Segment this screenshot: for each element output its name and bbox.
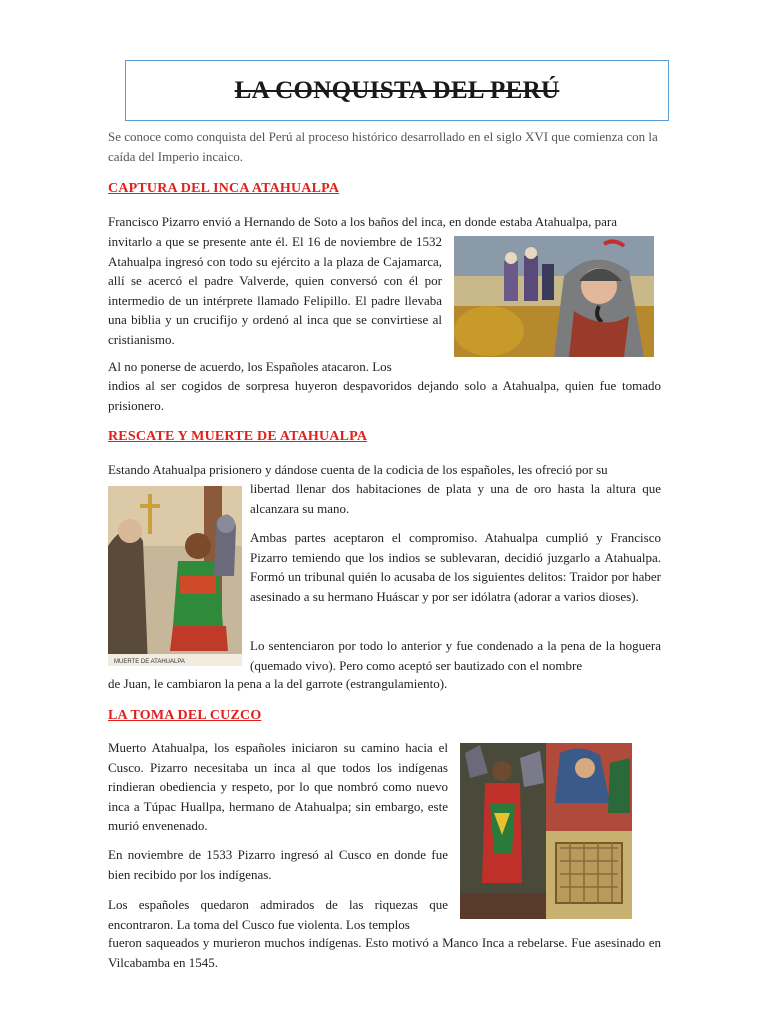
cuzco-conquest-illustration — [460, 743, 632, 919]
section3-paragraph1: Muerto Atahualpa, los españoles iniciaron su camino hacia el Cusco. Pizarro necesitaba un inca al que todos los indígenas rindieran obediencia y respeto, por lo que nombró como nuevo inca a Túpac Huallpa, hermano de Atahualpa; sin embargo, este murió envenenado. — [108, 740, 448, 833]
section2-paragraph2: Ambas partes aceptaron el compromiso. Atahualpa cumplió y Francisco Pizarro temiendo que los indios se sublevaran, decidió juzgarlo a Atahualpa. Formó un tribunal quién lo acusaba de los siguientes delitos: Traidor por haber asesinado a su hermano Huáscar y por ser idólatra (adorar a varios dioses). — [250, 530, 661, 604]
section1-paragraph2-wrap: Al no ponerse de acuerdo, los Españoles atacaron. Los — [108, 359, 392, 374]
section3-paragraph2: En noviembre de 1533 Pizarro ingresó al Cusco en donde fue bien recibido por los indígenas. — [108, 847, 448, 882]
section-heading-cuzco: LA TOMA DEL CUZCO — [108, 708, 262, 723]
page-title: LA CONQUISTA DEL PERÚ — [234, 77, 560, 104]
section-heading-rescate: RESCATE Y MUERTE DE ATAHUALPA — [108, 429, 368, 444]
section3-paragraph3: fueron saqueados y murieron muchos indígenas. Esto motivó a Manco Inca a rebelarse. Fue asesinado en Vilcabamba en 1545. — [108, 935, 661, 970]
section2-paragraph1: libertad llenar dos habitaciones de plata y una de oro hasta la altura que alcanzara su mano. — [250, 481, 661, 516]
section2-paragraph3-wrap: Lo sentenciaron por todo lo anterior y fue condenado a la pena de la hoguera (quemado vivo). Pero como aceptó ser bautizado con el nombre — [250, 638, 661, 673]
atahualpa-death-illustration — [108, 486, 242, 666]
section-heading-captura: CAPTURA DEL INCA ATAHUALPA — [108, 181, 340, 196]
title-box — [125, 60, 669, 121]
section1-paragraph2: indios al ser cogidos de sorpresa huyeron despavoridos dejando solo a Atahualpa, quien fue tomado prisionero. — [108, 378, 661, 413]
section1-paragraph1: invitarlo a que se presente ante él. El 16 de noviembre de 1532 Atahualpa ingresó con todo su ejército a la plaza de Cajamarca, allí se acercó el padre Valverde, quien conversó con él por intermedio de un intérprete llamado Felipillo. El padre llevaba una biblia y un crucifijo y ordenó al inca que se convirtiese al cristianismo. — [108, 234, 442, 347]
section2-paragraph1-intro-line: Estando Atahualpa prisionero y dándose cuenta de la codicia de los españoles, les ofreció por su — [108, 462, 608, 477]
atahualpa-capture-illustration — [454, 236, 654, 357]
section2-paragraph3: de Juan, le cambiaron la pena a la del garrote (estrangulamiento). — [108, 676, 448, 691]
section1-paragraph1-intro-line: Francisco Pizarro envió a Hernando de Soto a los baños del inca, en donde estaba Atahualpa, para — [108, 214, 617, 229]
intro-paragraph: Se conoce como conquista del Perú al proceso histórico desarrollado en el siglo XVI que comienza con la caída del Imperio incaico. — [108, 129, 658, 164]
image-caption: MUERTE DE ATAHUALPA — [114, 659, 185, 665]
section3-paragraph3-wrap: Los españoles quedaron admirados de las riquezas que encontraron. La toma del Cusco fue violenta. Los templos — [108, 897, 448, 932]
